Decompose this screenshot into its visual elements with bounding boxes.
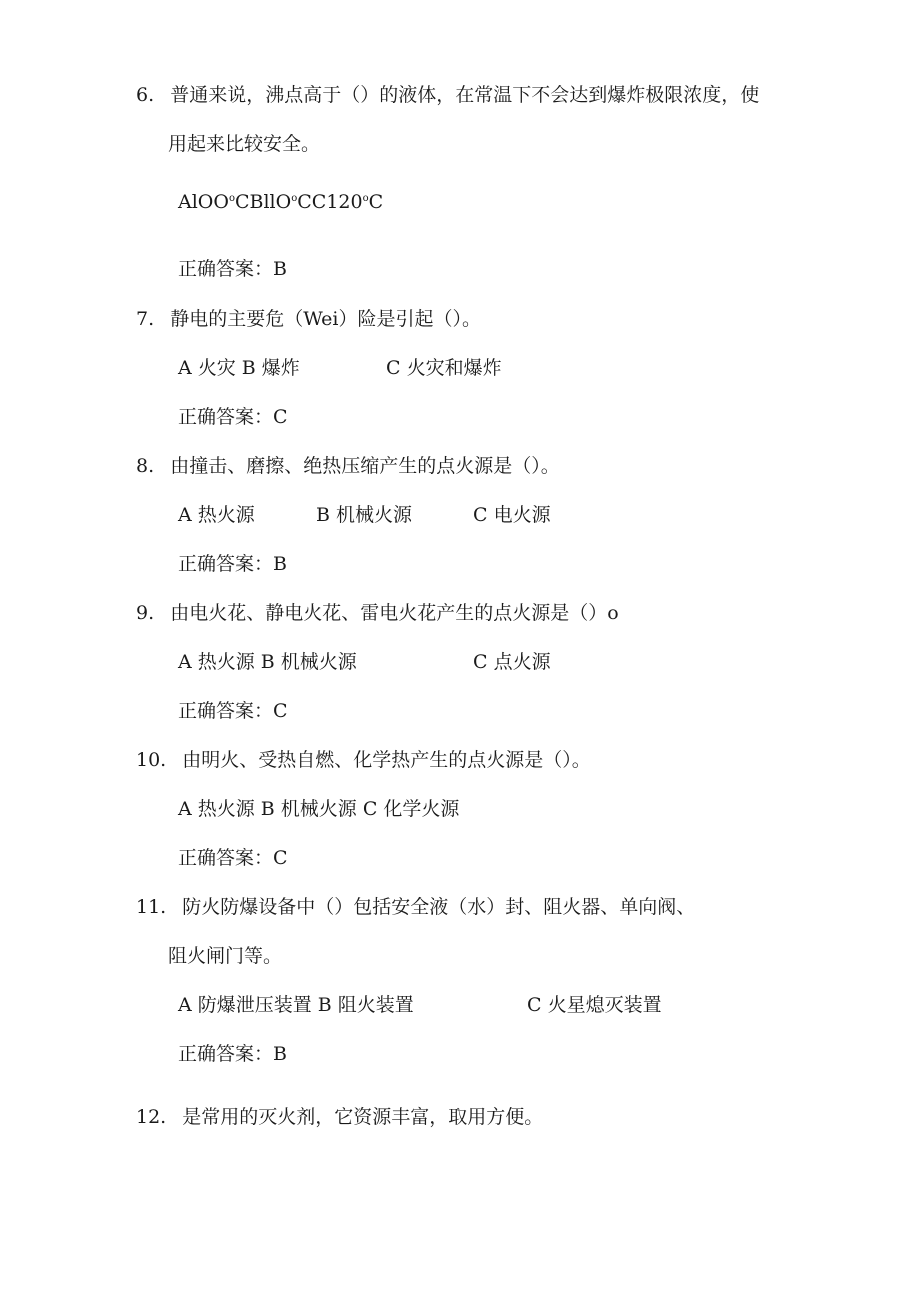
question-number: 6.	[136, 84, 155, 106]
question-8	[136, 455, 560, 477]
option-abc: A 热火源 B 机械火源 C 化学火源	[178, 798, 460, 820]
question-stem: 是常用的灭火剂，它资源丰富，取用方便。	[182, 1106, 544, 1128]
question-number: 11.	[136, 896, 167, 918]
question-stem: 静电的主要危（Wei）险是引起（）。	[170, 308, 481, 330]
correct-answer: 正确答案：B	[178, 258, 287, 280]
question-stem: 由撞击、磨擦、绝热压缩产生的点火源是（）。	[170, 455, 560, 477]
option-ab: A 火灾 B 爆炸	[178, 357, 300, 379]
option-a: AlOO$^o$	[178, 191, 235, 213]
option-a: A 热火源	[178, 504, 255, 526]
option-c: C 电火源	[473, 504, 551, 526]
question-11	[136, 896, 695, 918]
question-number: 9.	[136, 602, 155, 624]
option-ab: A 防爆泄压装置 B 阻火装置	[178, 994, 414, 1016]
option-c: C 点火源	[473, 651, 551, 673]
correct-answer: 正确答案：B	[178, 1043, 287, 1065]
question-10	[136, 749, 591, 771]
question-number: 12.	[136, 1106, 167, 1128]
option-c: C 火星熄灭装置	[527, 994, 662, 1016]
option-b: B 机械火源	[316, 504, 413, 526]
option-c: C 火灾和爆炸	[386, 357, 502, 379]
correct-answer: 正确答案：C	[178, 847, 288, 869]
correct-answer: 正确答案：C	[178, 700, 288, 722]
question-9	[136, 602, 619, 624]
question-stem: 防火防爆设备中（）包括安全液（水）封、阻火器、单向阀、	[182, 896, 696, 918]
question-number: 7.	[136, 308, 155, 330]
option-c: CC120$^o$C	[297, 191, 384, 213]
question-stem: 由电火花、静电火花、雷电火花产生的点火源是（）o	[170, 602, 619, 624]
question-stem-continuation: 用起来比较安全。	[168, 133, 321, 155]
question-number: 10.	[136, 749, 167, 771]
question-stem-continuation: 阻火闸门等。	[168, 945, 283, 967]
correct-answer: 正确答案：B	[178, 553, 287, 575]
option-ab: A 热火源 B 机械火源	[178, 651, 357, 673]
question-6	[136, 84, 759, 106]
correct-answer: 正确答案：C	[178, 406, 288, 428]
question-stem: 普通来说，沸点高于（）的液体，在常温下不会达到爆炸极限浓度，使	[170, 84, 760, 106]
question-number: 8.	[136, 455, 155, 477]
question-7	[136, 308, 481, 330]
question-12	[136, 1106, 543, 1128]
option-b: CBllO$^o$	[234, 191, 298, 213]
question-stem: 由明火、受热自燃、化学热产生的点火源是（）。	[182, 749, 591, 771]
question-6-options	[178, 188, 383, 213]
